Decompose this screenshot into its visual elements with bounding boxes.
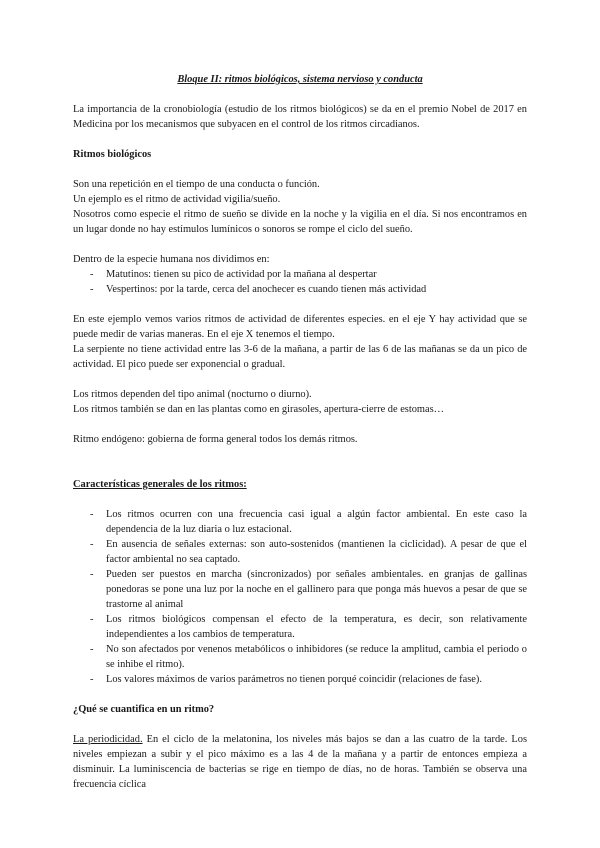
characteristics-list <box>73 507 527 687</box>
paragraph-line: Son una repetición en el tiempo de una conducta o función. <box>73 179 320 190</box>
paragraph-line: Los ritmos dependen del tipo animal (nocturno o diurno). <box>73 389 312 400</box>
list-item: - Pueden ser puestos en marcha (sincronizados) por señales ambientales. en granjas de gallinas ponedoras se pone una luz por la noche en el gallinero para que ponga más huevos a pesar de que se trastorne al animal <box>73 567 527 612</box>
list-item: - Matutinos: tienen su pico de actividad por la mañana al despertar <box>73 267 527 282</box>
section-heading-ritmos: Ritmos biológicos <box>73 149 152 160</box>
paragraph-line: En este ejemplo vemos varios ritmos de actividad de diferentes especies. en el eje Y hay actividad que se puede medir de varias maneras. En el eje X tenemos el tiempo. <box>73 314 527 340</box>
periodicity-label: La periodicidad. <box>73 734 143 745</box>
list-item: - Los ritmos biológicos compensan el efecto de la temperatura, es decir, son relativamente independientes a los cambios de temperatura. <box>73 612 527 642</box>
paragraph-line: Un ejemplo es el ritmo de actividad vigilia/sueño. <box>73 194 281 205</box>
intro-paragraph: La importancia de la cronobiología (estudio de los ritmos biológicos) se da en el premio Nobel de 2017 en Medicina por los mecanismos que subyacen en el control de los ritmos circadianos. <box>73 104 527 130</box>
list-item: - No son afectados por venenos metabólicos o inhibidores (se reduce la amplitud, cambia el periodo o se inhibe el ritmo). <box>73 642 527 672</box>
section-heading-cuantifica: ¿Qué se cuantifica en un ritmo? <box>73 704 215 715</box>
periodicity-text: En el ciclo de la melatonina, los niveles más bajos se dan a las cuatro de la tarde. Los niveles empiezan a subir y el pico máximo es a las 4 de la mañana y a partir de entonces empieza a disminuir. La luminiscencia de bacterias se rige en tiempo de días, no de horas. También se observa una frecuencia cíclica <box>73 734 527 790</box>
list-item: - En ausencia de señales externas: son auto-sostenidos (mantienen la ciclicidad). A pesar de que el factor ambiental no sea captado. <box>73 537 527 567</box>
list-item: - Los ritmos ocurren con una frecuencia casi igual a algún factor ambiental. En este caso la dependencia de la luz diaria o luz estacional. <box>73 507 527 537</box>
periodicity-paragraph <box>73 732 527 792</box>
paragraph-line: Nosotros como especie el ritmo de sueño se divide en la noche y la vigilia en el día. Si nos encontramos en un lugar donde no hay estímulos lumínicos o sonoros se rompe el ciclo del sueño. <box>73 209 527 235</box>
paragraph-line: Los ritmos también se dan en las plantas como en girasoles, apertura-cierre de estomas… <box>73 404 445 415</box>
species-list <box>73 267 527 297</box>
document-title: Bloque II: ritmos biológicos, sistema nervioso y conducta <box>177 74 423 85</box>
paragraph-line: La serpiente no tiene actividad entre las 3-6 de la mañana, a partir de las 6 de las mañanas se da un pico de actividad. El pico puede ser exponencial o gradual. <box>73 344 527 370</box>
species-intro: Dentro de la especie humana nos dividimos en: <box>73 254 270 265</box>
list-item: - Vespertinos: por la tarde, cerca del anochecer es cuando tienen más actividad <box>73 282 527 297</box>
section-heading-caracteristicas: Características generales de los ritmos: <box>73 479 247 490</box>
endogenous-rhythm: Ritmo endógeno: gobierna de forma general todos los demás ritmos. <box>73 434 358 445</box>
document-page <box>73 72 527 792</box>
list-item: - Los valores máximos de varios parámetros no tienen porqué coincidir (relaciones de fase). <box>73 672 527 687</box>
